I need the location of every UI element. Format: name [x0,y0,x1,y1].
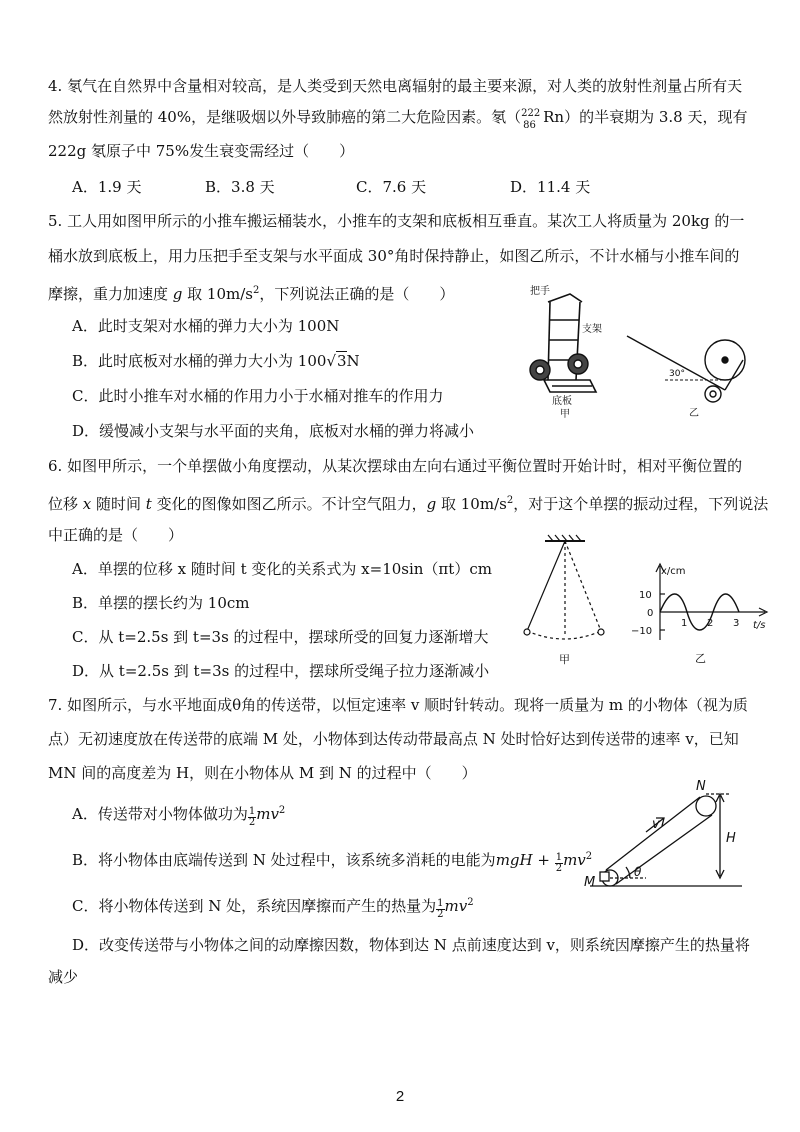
label-theta: θ [634,865,642,879]
label-angle: 30° [669,369,685,379]
q7-option-b[interactable]: B．将小物体由底端传送到 N 处过程中，该系统多消耗的电能为mgH + $\frac{1}{2}$ $mv^2$ [72,851,593,874]
q7-stem-line3: MN 间的高度差为 H，则在小物体从 M 到 N 的过程中（ ） [48,764,477,782]
graph-x-tick-3: 3 [733,618,740,629]
label-jia-6: 甲 [559,653,570,666]
q4-stem-line3: 222g 氡原子中 75%发生衰变需经过（ ） [48,142,355,160]
q4-option-a[interactable]: A．1.9 天 [72,178,142,196]
q6-option-a[interactable]: A．单摆的位移 x 随时间 t 变化的关系式为 x=10sin（πt）cm [72,560,492,578]
q4-stem-line2: 然放射性剂量的 40%，是继吸烟以外导致肺癌的第二大危险因素。氡（ 222 86 Rn）的半衰期为 3.8 天，现有 [48,105,748,128]
q7-option-c[interactable]: C．将小物体传送到 N 处，系统因摩擦而产生的热量为 $\frac{1}{2}$ $mv^2$ [72,897,474,920]
label-yi-6: 乙 [695,652,706,665]
radon-isotope: 222 86 [521,108,541,131]
graph-x-tick-1: 1 [681,618,688,629]
q5-option-c[interactable]: C．此时小推车对水桶的作用力小于水桶对推车的作用力 [72,387,444,405]
page-number: 2 [395,1088,405,1105]
q6-stem-line2: 位移 x 随时间 t 变化的图像如图乙所示。不计空气阻力，g 取 $10m/s^2$，对于这个单摆的振动过程，下列说法 [48,495,769,513]
q5-option-b[interactable]: B．此时底板对水桶的弹力大小为 100√3N [72,352,360,370]
q4-option-b[interactable]: B．3.8 天 [205,178,275,196]
label-H: H [726,831,736,846]
label-yi: 乙 [689,408,699,419]
q5-stem-line2: 桶水放到底板上，用力压把手至支架与水平面成 30°角时保持静止，如图乙所示，不计水桶与小推车间的 [48,247,740,265]
q7-stem-line2: 点）无初速度放在传送带的底端 M 处，小物体到达传动带最高点 N 处时恰好达到传送带的速率 v，已知 [48,730,739,748]
q5-option-d[interactable]: D．缓慢减小支架与水平面的夹角，底板对水桶的弹力将减小 [72,422,475,440]
label-frame: 支架 [582,324,602,335]
q7-stem-line1: 7. 如图所示，与水平地面成θ角的传送带，以恒定速率 v 顺时针转动。现将一质量为 m 的小物体（视为质 [48,696,748,714]
tilted-cart-figure [625,330,765,420]
label-jia: 甲 [560,409,570,420]
q6-option-c[interactable]: C．从 t=2.5s 到 t=3s 的过程中，摆球所受的回复力逐渐增大 [72,628,489,646]
label-handle: 把手 [530,286,550,297]
graph-y-tick-zero: 0 [647,608,654,619]
graph-y-label: x/cm [661,566,686,577]
label-v: v [652,817,660,832]
q5-stem-line3: 摩擦，重力加速度 g 取 $10m/s^2$，下列说法正确的是（ ） [48,285,455,303]
label-N: N [696,779,706,794]
pendulum-figure [515,535,615,665]
q5-stem-line1: 5. 工人用如图甲所示的小推车搬运桶装水，小推车的支架和底板相互垂直。某次工人将质量为 20kg 的一 [48,212,745,230]
q6-stem-line3: 中正确的是（ ） [48,526,184,544]
conveyor-figure [580,780,750,900]
hand-truck-figure [520,280,620,420]
q6-stem-line1: 6. 如图甲所示，一个单摆做小角度摆动，从某次摆球由左向右通过平衡位置时开始计时，相对平衡位置的 [48,457,743,475]
q6-option-d[interactable]: D．从 t=2.5s 到 t=3s 的过程中，摆球所受绳子拉力逐渐减小 [72,662,490,680]
q7-option-d-line1[interactable]: D．改变传送带与小物体之间的动摩擦因数，物体到达 N 点前速度达到 v，则系统因摩擦产生的热量将 [72,936,750,954]
q4-option-d[interactable]: D．11.4 天 [510,178,591,196]
label-M: M [584,875,596,890]
q5-option-a[interactable]: A．此时支架对水桶的弹力大小为 100N [72,317,340,335]
label-base: 底板 [552,396,572,407]
q7-option-d-line2: 减少 [48,968,79,986]
graph-y-tick-bottom: −10 [631,626,653,637]
graph-x-label: t/s [753,620,766,631]
q7-option-a[interactable]: A．传送带对小物体做功为 $\frac{1}{2}$ $mv^2$ [72,805,286,828]
q4-option-c[interactable]: C．7.6 天 [356,178,427,196]
displacement-graph [625,560,775,665]
q6-option-b[interactable]: B．单摆的摆长约为 10cm [72,594,250,612]
graph-x-tick-2: 2 [707,618,714,629]
graph-y-tick-top: 10 [639,590,652,601]
q4-stem-line1: 4. 氡气在自然界中含量相对较高，是人类受到天然电离辐射的最主要来源，对人类的放射性剂量占所有天 [48,77,743,95]
